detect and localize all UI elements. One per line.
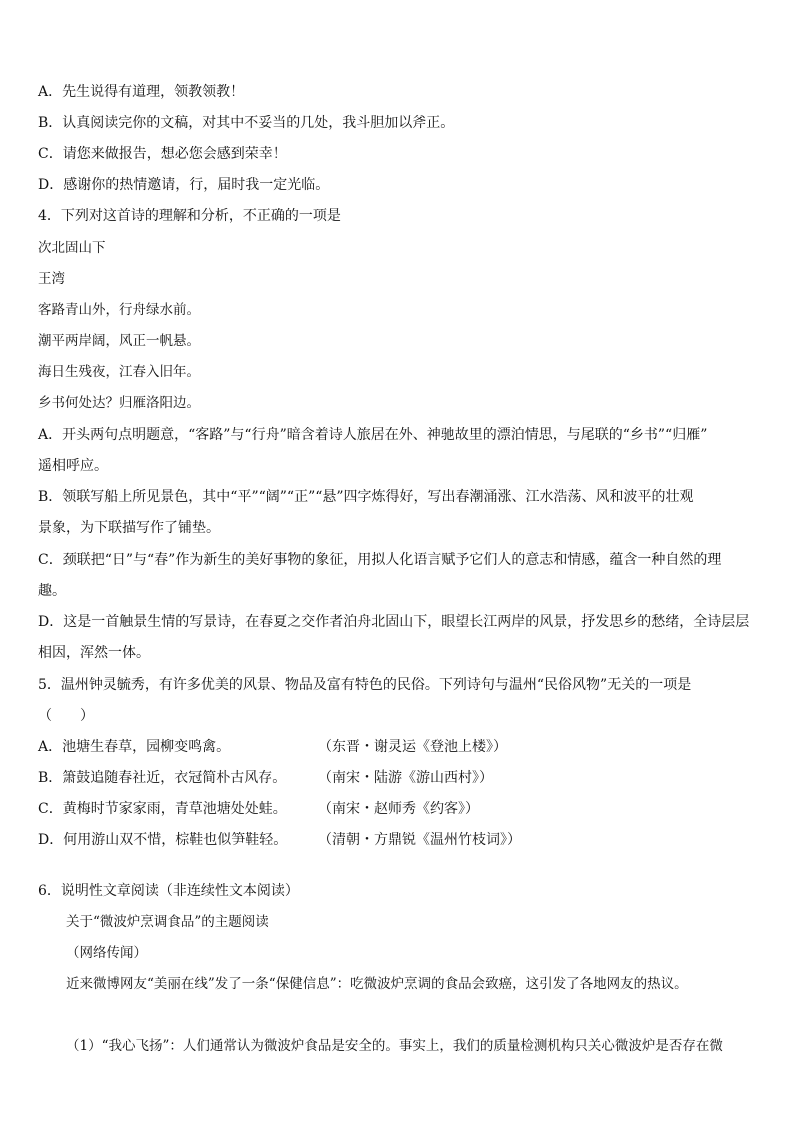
q4-option-a-cont: 遥相呼应。	[38, 458, 108, 474]
q6-stem: 6．说明性文章阅读（非连续性文本阅读）	[38, 883, 299, 899]
poem-title: 次北固山下	[38, 240, 106, 256]
q4-option-d: D．这是一首触景生情的写景诗，在春夏之交作者泊舟北固山下，眼望长江两岸的风景，抒发思乡的愁绪，全诗层层	[38, 614, 750, 630]
q3-option-a: A．先生说得有道理，领教领教！	[38, 84, 245, 100]
poem-line: 客路青山外，行舟绿水前。	[38, 302, 200, 318]
q4-option-c: C．颈联把“日”与“春”作为新生的美好事物的象征，用拟人化语言赋予它们人的意志和情感，蕴含一种自然的理	[38, 552, 722, 568]
q5-option-b-source: （南宋・陆游《游山西村》）	[318, 770, 493, 786]
q5-option-c: C．黄梅时节家家雨，青草池塘处处蛙。	[38, 801, 287, 817]
q5-answer-blank: （ ）	[38, 708, 94, 724]
q4-option-c-cont: 趣。	[38, 583, 66, 599]
q4-option-b: B．领联写船上所见景色，其中“平”“阔”“正”“悬”四字炼得好，写出春潮涌涨、江水浩荡、风和波平的壮观	[38, 489, 694, 505]
q5-option-c-source: （南宋・赵师秀《约客》）	[318, 801, 479, 817]
q4-option-b-cont: 景象，为下联描写作了铺垫。	[38, 520, 220, 536]
q3-option-c: C．请您来做报告，想必您会感到荣幸！	[38, 146, 287, 162]
q5-option-d-source: （清朝・方鼎锐《温州竹枝词》）	[318, 832, 521, 848]
q6-article-title: 关于“微波炉烹调食品”的主题阅读	[66, 914, 269, 930]
poem-line: 海日生残夜，江春入旧年。	[38, 364, 200, 380]
q4-option-a: A．开头两句点明题意，“客路”与“行舟”暗含着诗人旅居在外、神驰故里的漂泊情思，与尾联的“乡书”“归雁”	[38, 427, 708, 443]
q5-option-a-source: （东晋・谢灵运《登池上楼》）	[318, 739, 507, 755]
q6-paragraph: （1）“我心飞扬”：人们通常认为微波炉食品是安全的。事实上，我们的质量检测机构只关心微波炉是否存在微	[66, 1038, 723, 1054]
q5-option-a: A．池塘生春草，园柳变鸣禽。	[38, 739, 231, 755]
poem-line: 乡书何处达？归雁洛阳边。	[38, 395, 200, 411]
poem-line: 潮平两岸阔，风正一帆悬。	[38, 333, 200, 349]
q5-stem: 5．温州钟灵毓秀，有许多优美的风景、物品及富有特色的民俗。下列诗句与温州“民俗风物”无关的一项是	[38, 677, 692, 693]
q3-option-d: D．感谢你的热情邀请，行，届时我一定光临。	[38, 177, 330, 193]
poem-author: 王湾	[38, 271, 65, 287]
q4-option-d-cont: 相因，浑然一体。	[38, 645, 150, 661]
q3-option-b: B．认真阅读完你的文稿，对其中不妥当的几处，我斗胆加以斧正。	[38, 115, 455, 131]
q6-section-label: （网络传闻）	[66, 945, 147, 961]
q6-paragraph: 近来微博网友“美丽在线”发了一条“保健信息”：吃微波炉烹调的食品会致癌，这引发了各地网友的热议。	[66, 976, 688, 992]
q5-option-b: B．箫鼓追随春社近，衣冠简朴古风存。	[38, 770, 287, 786]
q5-option-d: D．何用游山双不惜，棕鞋也似笋鞋轻。	[38, 832, 288, 848]
q4-stem: 4．下列对这首诗的理解和分析，不正确的一项是	[38, 208, 341, 224]
